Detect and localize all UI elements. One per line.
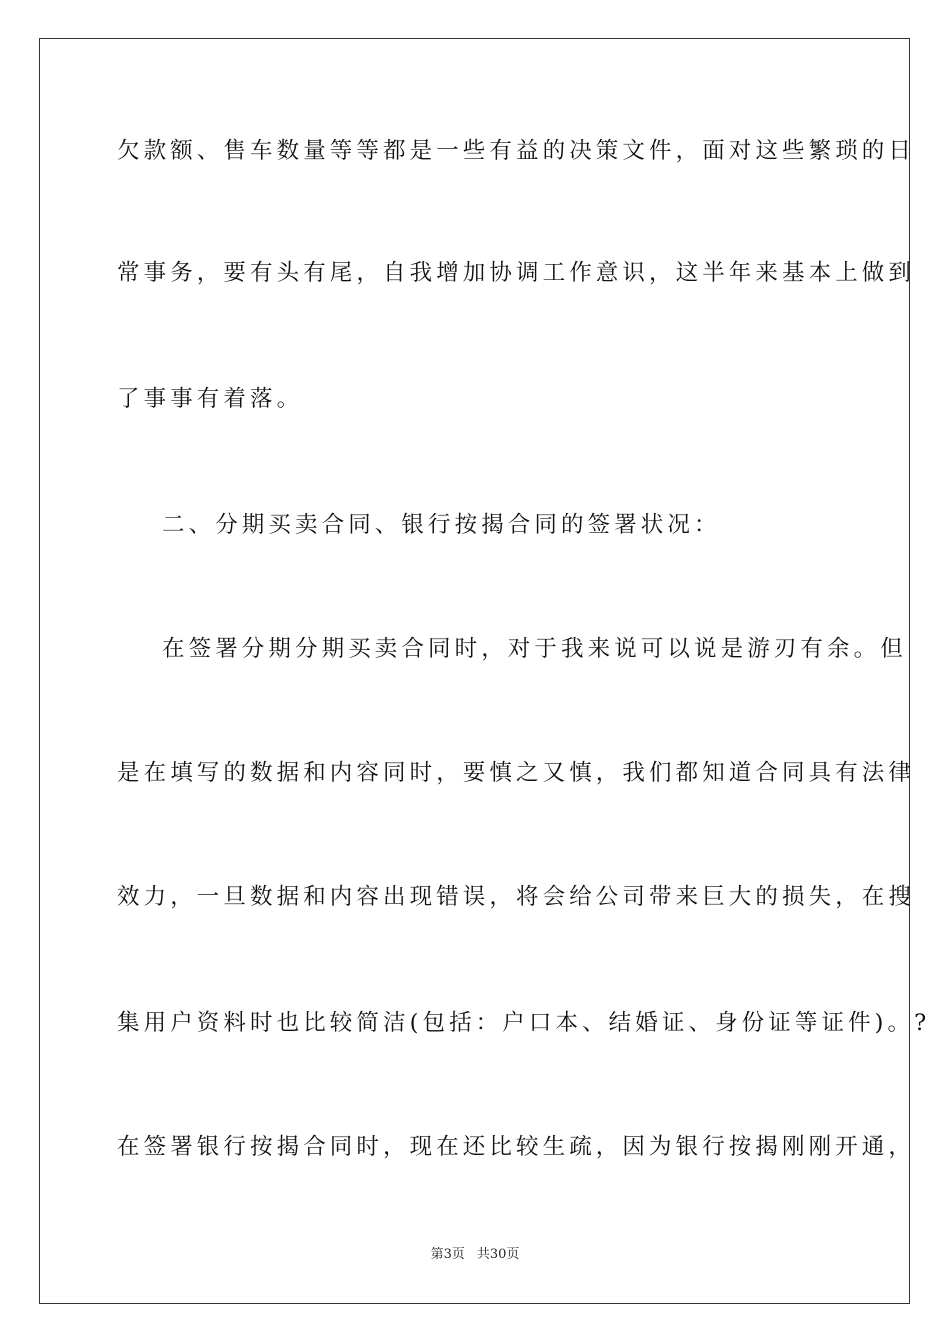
page-footer xyxy=(0,1246,950,1264)
body-line-2: 常事务，要有头有尾，自我增加协调工作意识，这半年来基本上做到 xyxy=(117,260,916,286)
page-number: 第3页 xyxy=(430,1247,465,1262)
page-total: 共30页 xyxy=(476,1247,520,1262)
body-line-1: 欠款额、售车数量等等都是一些有益的决策文件，面对这些繁琐的日 xyxy=(117,138,916,164)
section-heading: 二、分期买卖合同、银行按揭合同的签署状况： xyxy=(162,512,721,538)
body-line-6: 是在填写的数据和内容同时，要慎之又慎，我们都知道合同具有法律 xyxy=(117,760,916,786)
body-line-3: 了事事有着落。 xyxy=(117,386,304,412)
body-line-7: 效力，一旦数据和内容出现错误，将会给公司带来巨大的损失，在搜 xyxy=(117,884,916,910)
body-line-5: 在签署分期分期买卖合同时，对于我来说可以说是游刃有余。但 xyxy=(162,636,907,662)
body-line-9: 在签署银行按揭合同时，现在还比较生疏，因为银行按揭刚刚开通， xyxy=(117,1134,916,1160)
page-border xyxy=(39,38,910,1304)
body-line-8: 集用户资料时也比较简洁(包括：户口本、结婚证、身份证等证件)。? xyxy=(117,1010,931,1036)
